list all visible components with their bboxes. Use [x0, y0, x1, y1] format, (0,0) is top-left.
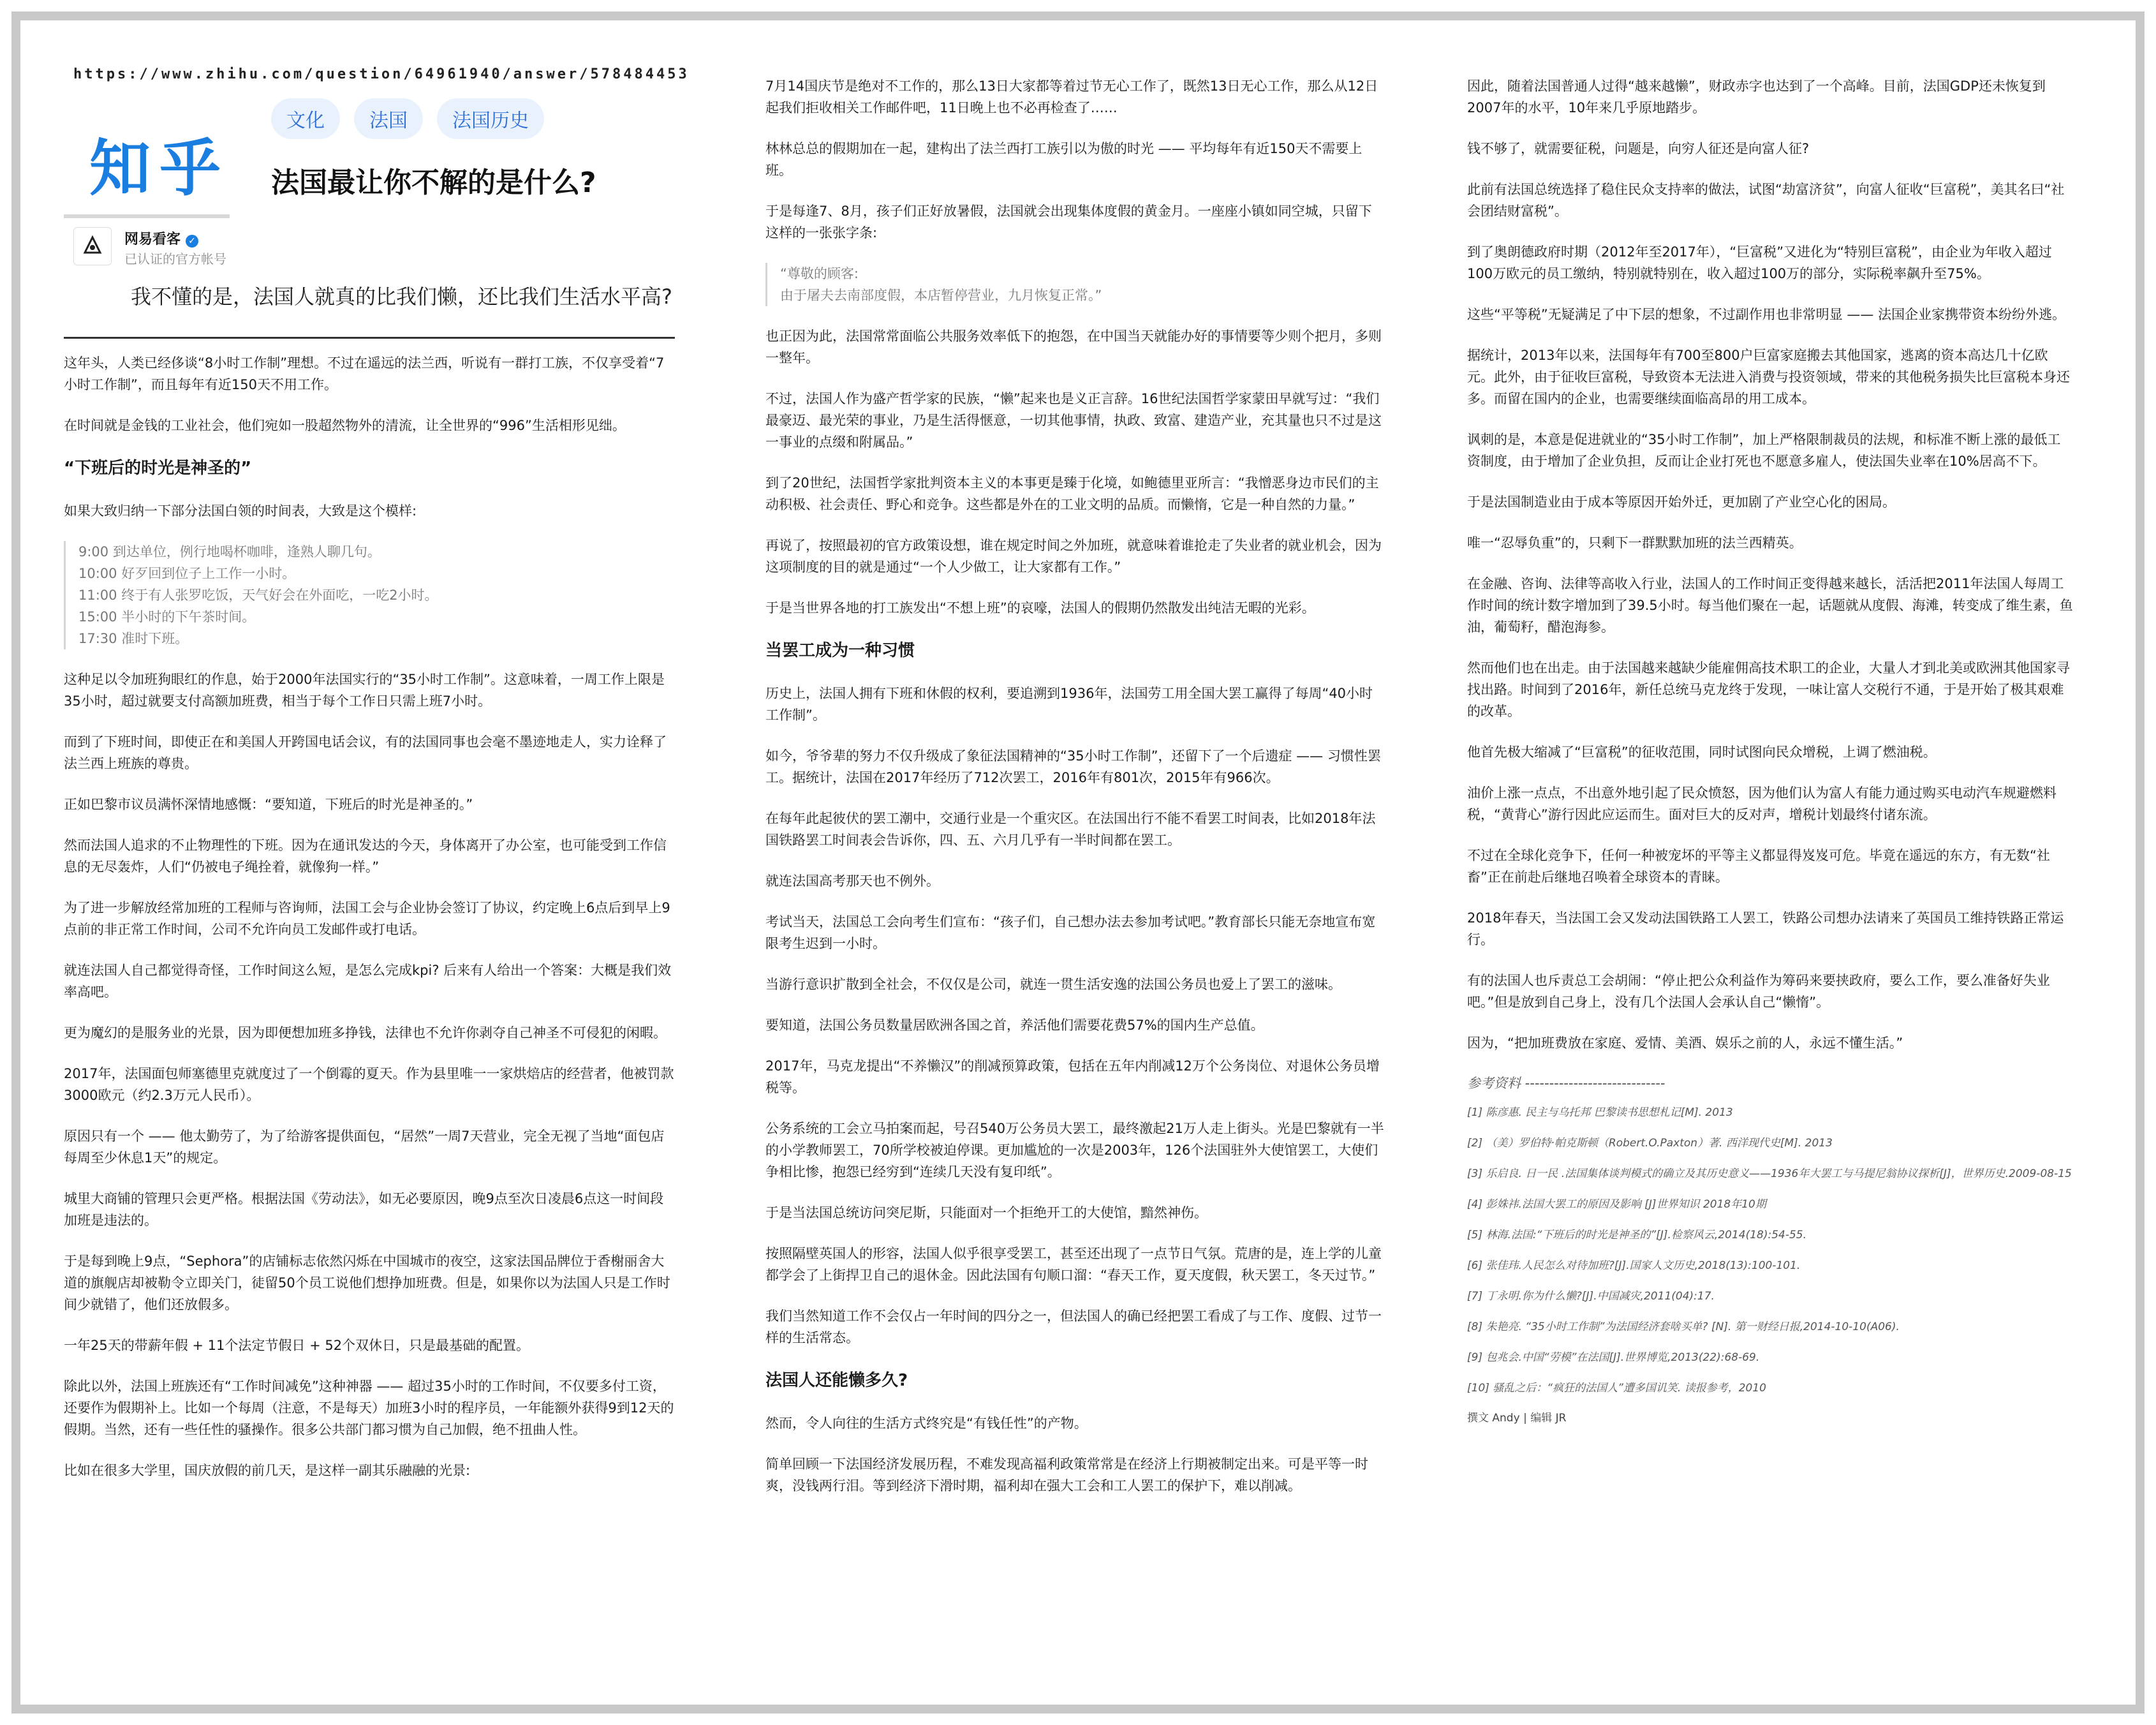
tag-french-history[interactable]: 法国历史 — [437, 98, 544, 139]
spacer — [1467, 1152, 2073, 1165]
column-3 — [1467, 0, 2073, 1725]
reference-item: [3] 乐启良. 日一民 .法国集体谈判模式的确立及其历史意义——1936年大罢工与马提尼翁协议探析[J]，世界历史.2009-08-15 — [1467, 1167, 2072, 1180]
quote-line: 9:00 到达单位，例行地喝杯咖啡，逢熟人聊几句。 — [78, 544, 381, 559]
question-title[interactable]: 法国最让你不解的是什么? — [271, 167, 596, 199]
paragraph: 按照隔壁英国人的形容，法国人似乎很享受罢工，甚至还出现了一点节日气氛。荒唐的是，连上学的儿童都学会了上街捍卫自己的退休金。因此法国有句顺口溜：“春天工作，夏天度假，秋天罢工，冬天过节。” — [765, 1246, 1382, 1283]
spacer — [765, 1183, 1384, 1202]
reference-item: [10] 骚乱之后：“疯狂的法国人”遭多国讥笑. 读报参考，2010 — [1467, 1382, 1766, 1395]
question-text: 我不懂的是，法国人就真的比我们懒，还比我们生活水平高? — [131, 285, 672, 309]
paragraph: 在时间就是金钱的工业社会，他们宛如一股超然物外的清流，让全世界的“996”生活相形见绌。 — [64, 418, 626, 433]
spacer — [64, 1231, 675, 1250]
spacer — [1467, 513, 2073, 532]
spacer — [1467, 472, 2073, 491]
spacer — [1467, 1213, 2073, 1226]
section-heading: “下班后的时光是神圣的” — [64, 459, 252, 478]
paragraph: 这种足以令加班狗眼红的作息，始于2000年法国实行的“35小时工作制”。这意味着，一周工作上限是35小时，超过就要支付高额加班费，相当于每个工作日只需上班7小时。 — [64, 672, 665, 709]
paragraph: 2017年，法国面包师塞德里克就度过了一个倒霉的夏天。作为县里唯一一家烘焙店的经营者，他被罚款3000欧元（约2.3万元人民币）。 — [64, 1066, 674, 1103]
paragraph: 公务系统的工会立马拍案而起，号召540万公务员大罢工，最终激起21万人走上街头。光是巴黎就有一半的小学教师罢工，70所学校被迫停课。更加尴尬的一次是2003年，126个法国驻外大使馆罢工，大使们争相比惨，抱怨已经穷到“连续几天没有复印纸”。 — [765, 1121, 1384, 1180]
paragraph: 因为，“把加班费放在家庭、爱情、美酒、娱乐之前的人，永远不懂生活。” — [1467, 1035, 1903, 1051]
paragraph: 正如巴黎市议员满怀深情地感慨：“要知道，下班后的时光是神圣的。” — [64, 797, 473, 812]
quote-line: 15:00 半小时的下午茶时间。 — [78, 609, 256, 625]
paragraph: 历史上，法国人拥有下班和休假的权利，要追溯到1936年，法国劳工用全国大罢工赢得了每周“40小时工作制”。 — [765, 686, 1373, 723]
spacer — [64, 1356, 675, 1375]
spacer — [765, 1434, 1384, 1453]
spacer — [1467, 888, 2073, 907]
spacer — [765, 306, 1384, 325]
spacer — [1467, 1183, 2073, 1196]
column-1 — [64, 0, 675, 1725]
spacer — [765, 369, 1384, 388]
references-title: 参考资料 ----------------------------- — [1467, 1076, 1665, 1091]
paragraph: 在每年此起彼伏的罢工潮中，交通行业是一个重灾区。在法国出行不能不看罢工时间表，比如2018年法国铁路罢工时间表会告诉你，四、五、六月几乎有一半时间都在罢工。 — [765, 811, 1376, 848]
paragraph: 我们当然知道工作不会仅占一年时间的四分之一，但法国人的确已经把罢工看成了与工作、度假、过节一样的生活常态。 — [765, 1308, 1382, 1345]
spacer — [1467, 951, 2073, 970]
spacer — [64, 1169, 675, 1188]
paragraph: 比如在很多大学里，国庆放假的前几天，是这样一副其乐融融的光景: — [64, 1463, 471, 1478]
quote-line: “尊敬的顾客: — [780, 266, 859, 281]
paragraph: 据统计，2013年以来，法国每年有700至800户巨富家庭搬去其他国家，逃离的资本高达几十亿欧元。此外，由于征收巨富税，导致资本无法进入消费与投资领域，带来的其他税务损失比巨富税本身还多。而留在国内的企业，也需要继续面临高昂的用工成本。 — [1467, 348, 2070, 406]
spacer — [1467, 159, 2073, 179]
spacer — [1467, 1275, 2073, 1287]
spacer — [765, 1224, 1384, 1243]
spacer — [64, 481, 675, 500]
spacer — [1467, 825, 2073, 845]
paragraph: 有的法国人也斥责总工会胡闹：“停止把公众利益作为筹码来要挟政府，要么工作，要么准备好失业吧。”但是放到自己身上，没有几个法国人会承认自己“懒惰”。 — [1467, 973, 2050, 1010]
spacer — [765, 244, 1384, 263]
column-1-text — [64, 352, 675, 1481]
source-url: https://www.zhihu.com/question/64961940/answer/578484453 — [73, 66, 690, 82]
paragraph: 于是法国制造业由于成本等原因开始外迁，更加剧了产业空心化的困局。 — [1467, 494, 1896, 510]
paragraph: 2018年春天，当法国工会又发动法国铁路工人罢工，铁路公司想办法请来了英国员工维持铁路正常运行。 — [1467, 910, 2064, 947]
paragraph: 2017年，马克龙提出“不养懒汉”的削减预算政策，包括在五年内削减12万个公务岗位、对退休公务员增税等。 — [765, 1058, 1380, 1095]
paragraph: 为了进一步解放经常加班的工程师与咨询师，法国工会与企业协会签订了协议，约定晚上6点后到早上9点前的非正常工作时间，公司不允许向员工发邮件或打电话。 — [64, 900, 670, 937]
spacer — [64, 940, 675, 959]
reference-item: [2] （美）罗伯特·帕克斯顿（Robert.O.Paxton）著. 西洋现代史[M]. 2013 — [1467, 1137, 1833, 1150]
paragraph: 7月14国庆节是绝对不工作的，那么13日大家都等着过节无心工作了，既然13日无心工作，那么从12日起我们拒收相关工作邮件吧，11日晚上也不必再检查了…… — [765, 78, 1378, 115]
spacer — [1467, 1336, 2073, 1349]
spacer — [765, 1099, 1384, 1118]
paragraph: 就连法国高考那天也不例外。 — [765, 873, 940, 889]
paragraph: 于是每逢7、8月，孩子们正好放暑假，法国就会出现集体度假的黄金月。一座座小镇如同空城，只留下这样的一张张字条: — [765, 204, 1372, 241]
reference-item: [4] 彭姝祎.法国大罢工的原因及影响 [J]世界知识 2018年10期 — [1467, 1198, 1766, 1211]
spacer — [1467, 638, 2073, 657]
spacer — [64, 649, 675, 669]
spacer — [64, 436, 675, 455]
quote-line: 由于屠夫去南部度假，本店暂停营业，九月恢复正常。” — [780, 288, 1102, 303]
spacer — [1467, 325, 2073, 344]
paragraph: 唯一“忍辱负重”的，只剩下一群默默加班的法兰西精英。 — [1467, 535, 1803, 551]
paragraph: 如果大致归纳一下部分法国白领的时间表，大致是这个模样: — [64, 503, 417, 519]
reference-item: [6] 张佳玮.人民怎么对待加班?[J].国家人文历史,2018(13):100-101. — [1467, 1259, 1801, 1272]
paragraph: 原因只有一个 —— 他太勤劳了，为了给游客提供面包，“居然”一周7天营业，完全无视了当地“面包店每周至少休息1天”的规定。 — [64, 1129, 665, 1166]
paragraph: 此前有法国总统选择了稳住民众支持率的做法，试图“劫富济贫”，向富人征收“巨富税”，美其名曰“社会团结财富税”。 — [1467, 182, 2065, 219]
reference-item: [8] 朱艳亮. “35小时工作制”为法国经济套啥买单? [N]. 第一财经日报,2014-10-10(A06). — [1467, 1321, 1900, 1333]
quote-line: 10:00 好歹回到位子上工作一小时。 — [78, 566, 296, 581]
spacer — [1467, 722, 2073, 741]
spacer — [1467, 1366, 2073, 1379]
spacer — [765, 1393, 1384, 1412]
spacer — [765, 619, 1384, 638]
paragraph: 更为魔幻的是服务业的光景，因为即便想加班多挣钱，法律也不允许你剥夺自己神圣不可侵犯的闲暇。 — [64, 1025, 667, 1040]
spacer — [64, 396, 675, 415]
zhihu-logo: 知乎 — [89, 133, 230, 204]
paragraph: 因此，随着法国普通人过得“越来越懒”，财政赤字也达到了一个高峰。目前，法国GDP还未恢复到2007年的水平，10年来几乎原地踏步。 — [1467, 78, 2046, 115]
spacer — [765, 119, 1384, 138]
paragraph: 于是每到晚上9点，“Sephora”的店铺标志依然闪烁在中国城市的夜空，这家法国品牌位于香榭丽舍大道的旗舰店却被勒令立即关门，徒留50个员工说他们想挣加班费。但是，如果你以为法国人只是工作时间少就错了，他们还放假多。 — [64, 1254, 670, 1312]
verified-icon: ✓ — [186, 235, 198, 248]
spacer — [64, 878, 675, 897]
paragraph: 就连法国人自己都觉得奇怪，工作时间这么短，是怎么完成kpi? 后来有人给出一个答案：大概是我们效率高吧。 — [64, 963, 672, 1000]
paragraph: 除此以外，法国上班族还有“工作时间减免”这种神器 —— 超过35小时的工作时间，不仅要多付工资，还要作为假期补上。比如一个每周（注意，不是每天）加班3小时的程序员，一年能额外获得9到12天的假期。当然，还有一些任性的骚操作。很多公共部门都习惯为自己加假，绝不扭曲人性。 — [64, 1379, 674, 1437]
byline: 撰文 Andy | 编辑 JR — [1467, 1412, 1567, 1425]
blockquote — [765, 263, 1384, 306]
reference-item: [5] 林海.法国:“下班后的时光是神圣的”[J].检察风云,2014(18):54-55. — [1467, 1229, 1807, 1241]
reference-item: [1] 陈彦惠. 民主与乌托邦 巴黎读书思想札记[M]. 2013 — [1467, 1106, 1733, 1119]
paragraph: 而到了下班时间，即使正在和美国人开跨国电话会议，有的法国同事也会毫不墨迹地走人，实力诠释了法兰西上班族的尊贵。 — [64, 734, 667, 771]
paragraph: 到了20世纪，法国哲学家批判资本主义的本事更是臻于化境，如鲍德里亚所言：“我憎恶身边市民们的主动积极、社会责任、野心和竞争。这些都是外在的工业文明的品质。而懒惰，它是一种自然的力量。” — [765, 475, 1379, 512]
paragraph: 如今，爷爷辈的努力不仅升级成了象征法国精神的“35小时工作制”，还留下了一个后遗症 —— 习惯性罢工。据统计，法国在2017年经历了712次罢工，2016年有801次，2015年有966次。 — [765, 748, 1381, 785]
column-3-body — [1467, 75, 2073, 1054]
paragraph: 于是当法国总统访问突尼斯，只能面对一个拒绝开工的大使馆，黯然神伤。 — [765, 1205, 1207, 1220]
spacer — [765, 788, 1384, 808]
paragraph: 到了奥朗德政府时期（2012年至2017年），“巨富税”又进化为“特别巨富税”，由企业为年收入超过100万欧元的员工缴纳，特别就特别在，收入超过100万的部分，实际税率飙升至75%。 — [1467, 244, 2052, 281]
paragraph: 考试当天，法国总工会向考生们宣布：“孩子们，自己想办法去参加考试吧。”教育部长只能无奈地宣布宽限考生迟到一小时。 — [765, 914, 1376, 951]
paragraph: 简单回顾一下法国经济发展历程，不难发现高福利政策常常是在经济上行期被制定出来。可是平等一时爽，没钱两行泪。等到经济下滑时期，福利却在强大工会和工人罢工的保护下，难以削减。 — [765, 1456, 1368, 1493]
spacer — [765, 1286, 1384, 1305]
spacer — [64, 774, 675, 794]
spacer — [64, 815, 675, 834]
spacer — [765, 1036, 1384, 1055]
paragraph: 城里大商铺的管理只会更严格。根据法国《劳动法》，如无必要原因，晚9点至次日凌晨6点这一时间段加班是违法的。 — [64, 1191, 664, 1228]
paragraph: 林林总总的假期加在一起，建构出了法兰西打工族引以为傲的时光 —— 平均每年有近150天不需要上班。 — [765, 141, 1362, 178]
paragraph: 然而法国人追求的不止物理性的下班。因为在通讯发达的今天，身体离开了办公室，也可能受到工作信息的无尽轰炸，人们“仍被电子绳拴着，就像狗一样。” — [64, 838, 667, 875]
paragraph: 不过，法国人作为盛产哲学家的民族，“懒”起来也是义正言辞。16世纪法国哲学家蒙田早就写过：“我们最豪迈、最光荣的事业，乃是生活得惬意，一切其他事情，执政、致富、建造产业，充其量也只不过是这一事业的点缀和附属品。” — [765, 391, 1382, 450]
tag-culture[interactable]: 文化 — [271, 98, 340, 139]
spacer — [765, 663, 1384, 683]
quote-line: 11:00 终于有人张罗吃饭，天气好会在外面吃，一吃2小时。 — [78, 588, 438, 603]
spacer — [1467, 554, 2073, 573]
spacer — [765, 995, 1384, 1014]
spacer — [765, 1349, 1384, 1368]
spacer — [64, 1003, 675, 1022]
spacer — [1467, 763, 2073, 782]
spacer — [765, 726, 1384, 745]
spacer — [1467, 1013, 2073, 1032]
spacer — [1467, 222, 2073, 241]
spacer — [765, 515, 1384, 535]
spacer — [64, 522, 675, 541]
spacer — [1467, 1122, 2073, 1134]
blockquote — [64, 541, 675, 649]
paragraph: 然而，令人向往的生活方式终究是“有钱任性”的产物。 — [765, 1416, 1088, 1431]
column-2-text — [765, 75, 1384, 1497]
reference-item: [7] 丁永明.你为什么懒?[J].中国减灾,2011(04):17. — [1467, 1290, 1715, 1303]
spacer — [765, 181, 1384, 200]
spacer — [64, 712, 675, 731]
author-subtitle: 已认证的官方帐号 — [124, 251, 226, 267]
author-name[interactable]: 网易看客 ✓ — [124, 228, 198, 248]
paragraph: 不过在全球化竞争下，任何一种被宠坏的平等主义都显得岌岌可危。毕竟在遥远的东方，有无数“社畜”正在前赴后继地召唤着全球资本的青睐。 — [1467, 848, 2050, 885]
spacer — [64, 1044, 675, 1063]
paragraph: 一年25天的带薪年假 + 11个法定节假日 + 52个双休日，只是最基础的配置。 — [64, 1338, 530, 1353]
paragraph: 再说了，按照最初的官方政策设想，谁在规定时间之外加班，就意味着谁抢走了失业者的就业机会，因为这项制度的目的就是通过“一个人少做工，让大家都有工作。” — [765, 538, 1382, 575]
paragraph: 也正因为此，法国常常面临公共服务效率低下的抱怨，在中国当天就能办好的事情要等少则个把月，多则一整年。 — [765, 329, 1382, 366]
section-heading: 当罢工成为一种习惯 — [765, 641, 915, 660]
spacer — [64, 1315, 675, 1335]
paragraph: 钱不够了，就需要征税，问题是，向穷人征还是向富人征? — [1467, 141, 1810, 156]
spacer — [1467, 1244, 2073, 1257]
paragraph: 这些“平等税”无疑满足了中下层的想象，不过副作用也非常明显 —— 法国企业家携带资本纷纷外逃。 — [1467, 307, 2066, 322]
spacer — [64, 1440, 675, 1460]
reference-item: [9] 包兆会.中国“劳模”在法国[J].世界博览,2013(22):68-69. — [1467, 1351, 1760, 1364]
spacer — [1467, 119, 2073, 138]
spacer — [765, 453, 1384, 472]
paragraph: 这年头，人类已经侈谈“8小时工作制”理想。不过在遥远的法兰西，听说有一群打工族，不仅享受着“7小时工作制”，而且每年有近150天不用工作。 — [64, 355, 665, 392]
paragraph: 于是当世界各地的打工族发出“不想上班”的哀嚎，法国人的假期仍然散发出纯洁无暇的光彩。 — [765, 600, 1315, 616]
paragraph: 讽刺的是，本意是促进就业的“35小时工作制”，加上严格限制裁员的法规，和标准不断上涨的最低工资制度，由于增加了企业负担，反而让企业打死也不愿意多雇人，使法国失业率在10%居高不下。 — [1467, 432, 2061, 469]
section-heading: 法国人还能懒多久? — [765, 1371, 908, 1390]
spacer — [765, 954, 1384, 974]
spacer — [1467, 285, 2073, 304]
paragraph: 当游行意识扩散到全社会，不仅仅是公司，就连一贯生活安逸的法国公务员也爱上了罢工的滋味。 — [765, 977, 1341, 992]
tag-france[interactable]: 法国 — [354, 98, 423, 139]
spacer — [1467, 410, 2073, 429]
column-3-text — [1467, 75, 2073, 1425]
quote-line: 17:30 准时下班。 — [78, 631, 189, 646]
column-2 — [765, 0, 1384, 1725]
paragraph: 要知道，法国公务员数量居欧洲各国之首，养活他们需要花费57%的国内生产总值。 — [765, 1018, 1264, 1033]
spacer — [1467, 1305, 2073, 1318]
spacer — [765, 578, 1384, 597]
paragraph: 在金融、咨询、法律等高收入行业，法国人的工作时间正变得越来越长，活活把2011年法国人每周工作时间的统计数字增加到了39.5小时。每当他们聚在一起，话题就从度假、海滩，转变成了维生素，鱼油，葡萄籽，醋泡海参。 — [1467, 576, 2073, 635]
spacer — [64, 1106, 675, 1125]
paragraph: 然而他们也在出走。由于法国越来越缺少能雇佣高技术职工的企业，大量人才到北美或欧洲其他国家寻找出路。时间到了2016年，新任总统马克龙终于发现，一味让富人交税行不通，于是开始了极其艰难的改革。 — [1467, 660, 2070, 719]
spacer — [765, 851, 1384, 870]
paragraph: 油价上涨一点点，不出意外地引起了民众愤怒，因为他们认为富人有能力通过购买电动汽车规避燃料税，“黄背心”游行因此应运而生。面对巨大的反对声，增税计划最终付诸东流。 — [1467, 785, 2056, 822]
paragraph: 他首先极大缩减了“巨富税”的征收范围，同时试图向民众增税，上调了燃油税。 — [1467, 744, 1937, 760]
references-list — [1467, 1104, 2073, 1397]
spacer — [765, 892, 1384, 911]
